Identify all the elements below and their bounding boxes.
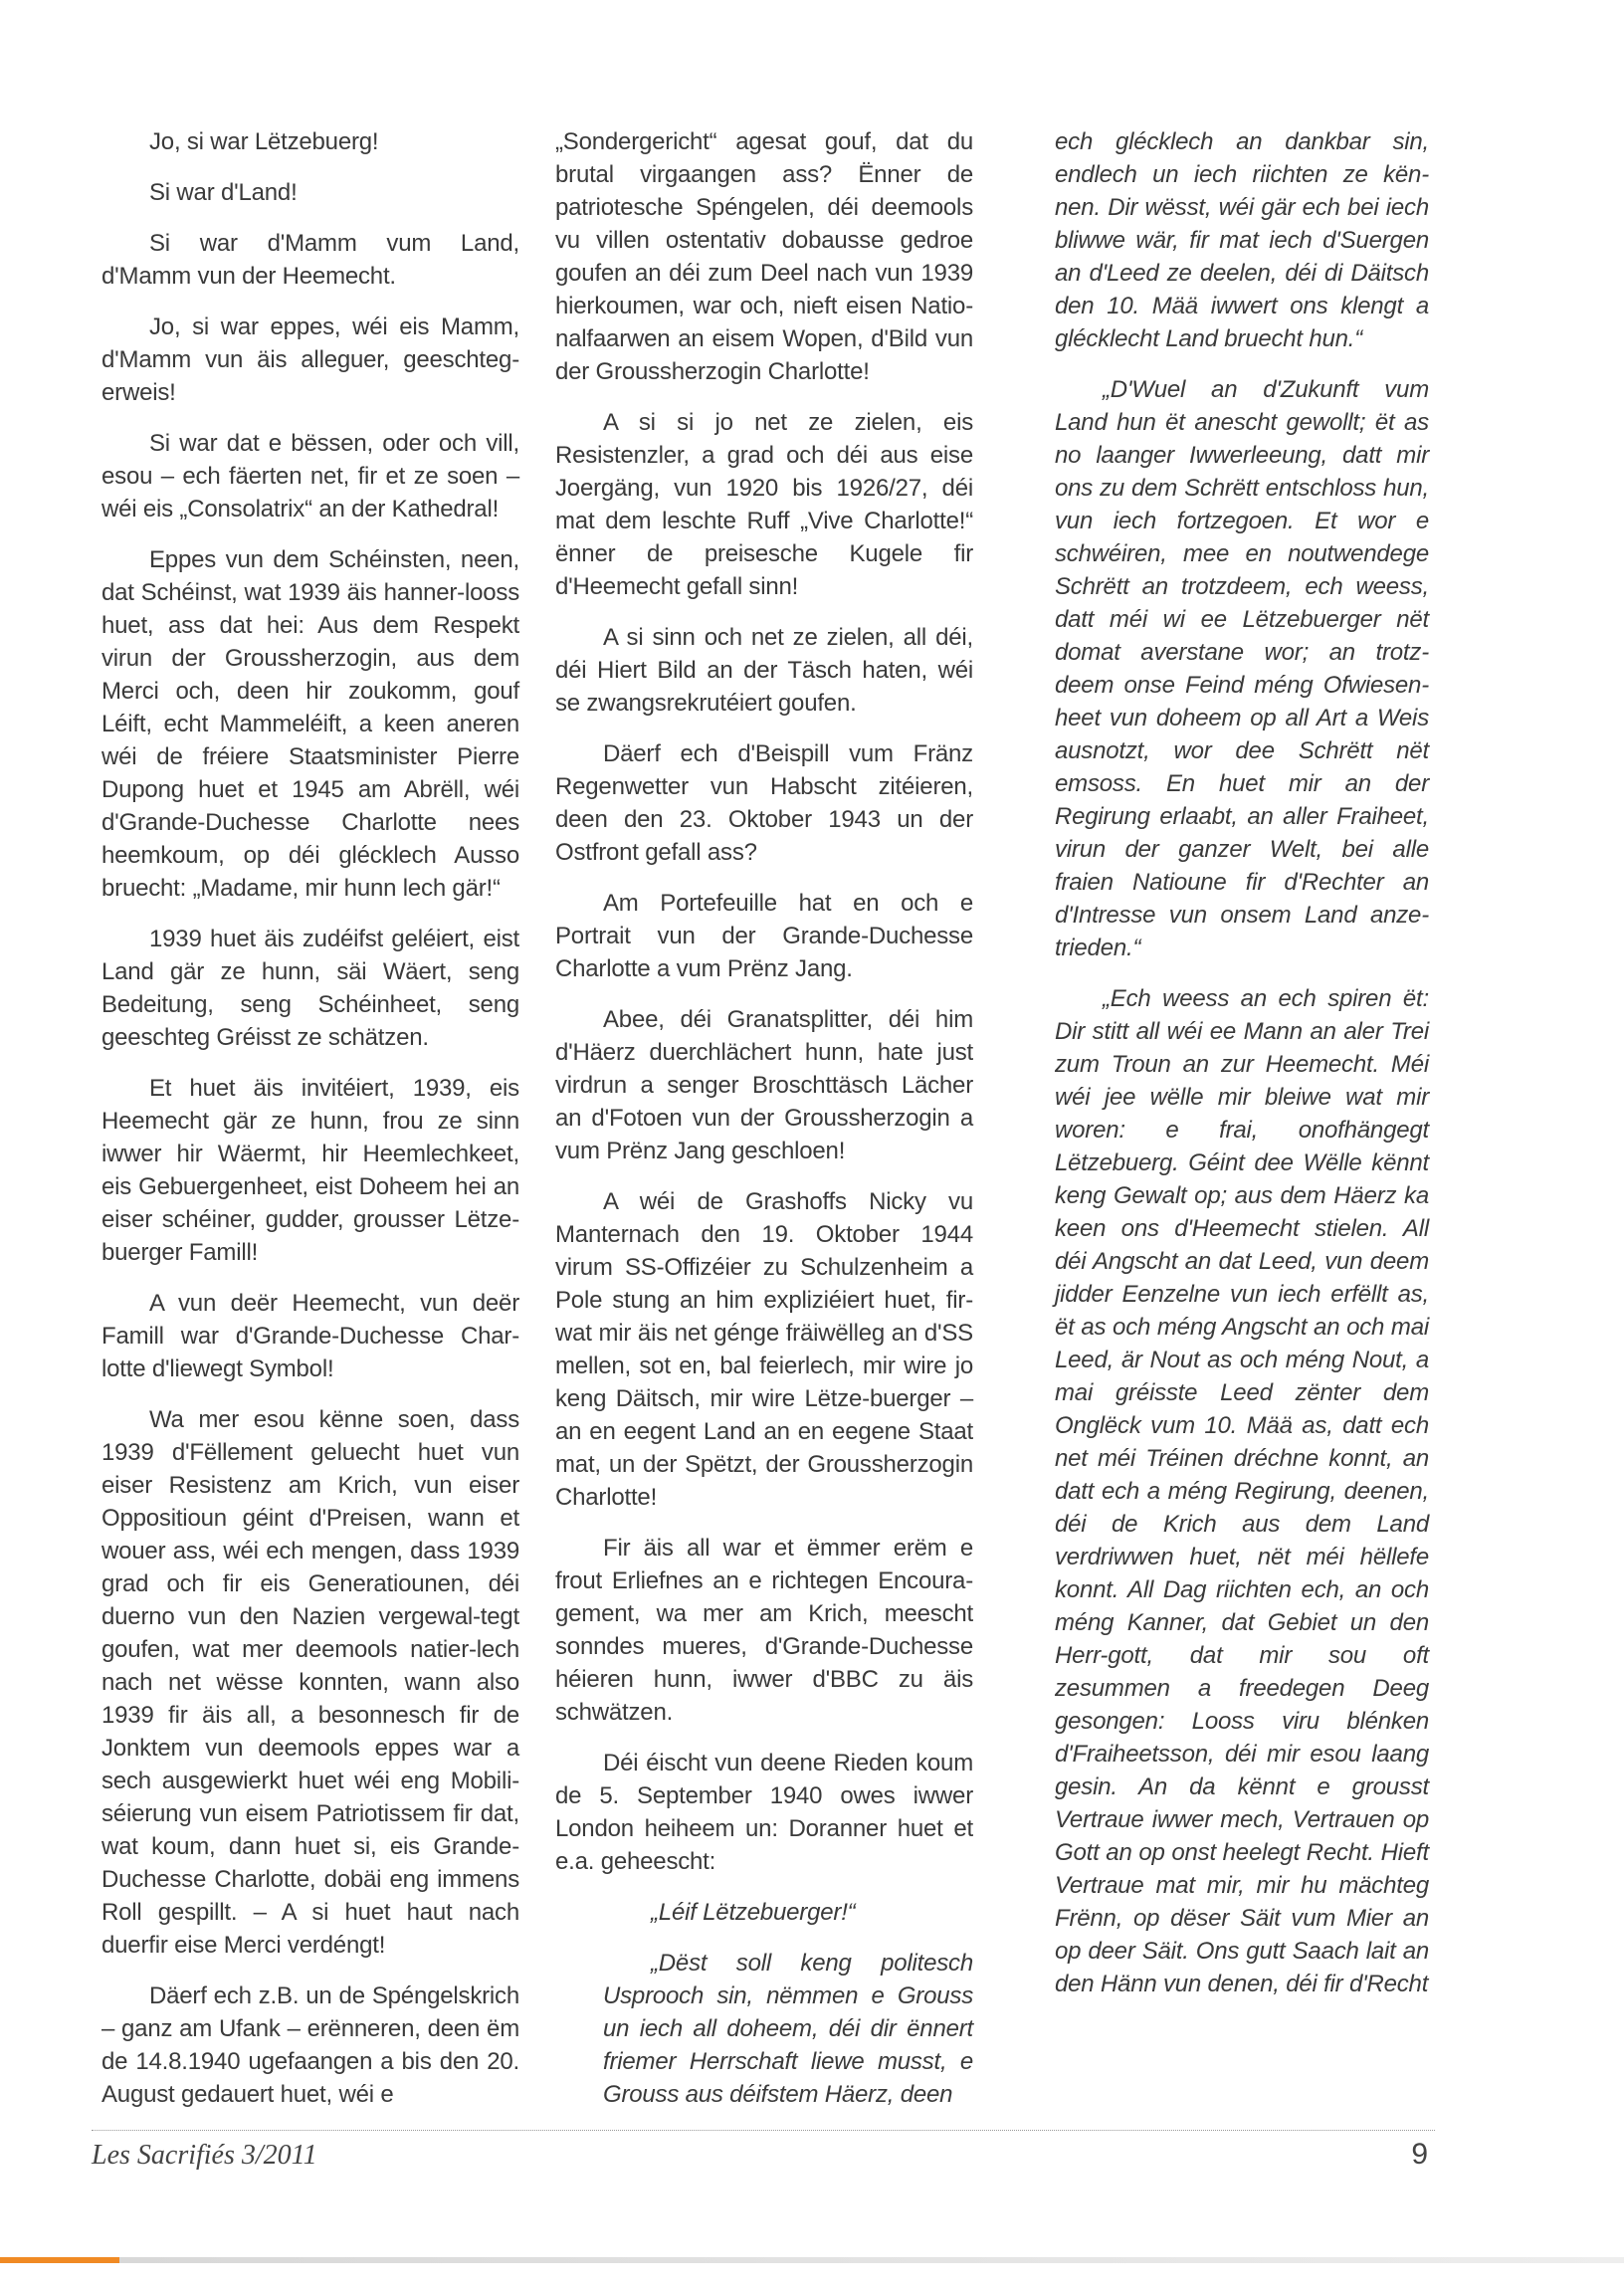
quote-paragraph: „Léif Lëtzebuerger!“ [651,1899,856,1926]
accent-strip [0,2257,1624,2263]
paragraph: A si si jo net ze zielen, eis Resistenzler, a grad och déi aus eise Joergäng, vun 1920 bis 1926/27, déi mat dem leschte Ruff „Vive Charlotte!“ ënner de preisesche Kugele fir d'Heemecht gefall sinn! [555,409,973,600]
publication-title: Les Sacrifiés 3/2011 [92,2140,317,2171]
quote-paragraph: ech glécklech an dankbar sin, endlech un iech riichten ze kën-nen. Dir wësst, wéi gär ech bei iech bliwwe wär, fir mat iech d'Suergen an d'Leed ze deelen, déi di Däitsch den 10. Mää iwwert ons klengt a glécklecht Land bruecht hun.“ [1055,128,1429,352]
quote-paragraph: „Dëst soll keng politesch Usprooch sin, nëmmen e Grouss un iech all doheem, déi dir ënnert friemer Herrschaft liewe musst, e Grouss aus déifstem Häerz, deen [603,1950,973,2108]
paragraph: Am Portefeuille hat en och e Portrait vun der Grande-Duchesse Charlotte a vum Prënz Jang. [555,890,973,982]
paragraph: Jo, si war Lëtzebuerg! [149,128,379,155]
paragraph: Et huet äis invitéiert, 1939, eis Heemecht gär ze hunn, frou ze sinn iwwer hir Wäermt, hir Heemlechkeet, eis Gebuergenheet, eist Doheem hei an eiser schéiner, gudder, grousser Lëtze-buerger Famill! [102,1075,519,1266]
paragraph: Déi éischt vun deene Rieden koum de 5. September 1940 owes iwwer London heiheem un: Doranner huet et e.a. geheescht: [555,1750,973,1875]
column-2 [555,125,973,2129]
column-3 [1055,125,1429,2018]
paragraph: „Sondergericht“ agesat gouf, dat du brutal virgaangen ass? Ënner de patriotesche Spéngelen, déi deemools vu villen ostentativ dobausse gedroe goufen an déi zum Deel nach vun 1939 hierkoumen, war och, nieft eisen Natio-nalfaarwen an eisem Wopen, d'Bild vun der Groussherzogin Charlotte! [555,128,973,385]
paragraph: Däerf ech d'Beispill vum Fränz Regenwetter vun Habscht zitéieren, deen den 23. Oktober 1943 un der Ostfront gefall ass? [555,740,973,866]
paragraph: Eppes vun dem Schéinsten, neen, dat Schéinst, wat 1939 äis hanner-looss huet, ass dat hei: Aus dem Respekt virun der Groussherzogin, aus dem Merci och, deen hir zoukomm, gouf Léift, echt Mammeléift, a keen aneren wéi de fréiere Staatsminister Pierre Dupong huet et 1945 am Abrëll, wéi d'Grande-Duchesse Charlotte nees heemkoum, op déi glécklech Ausso bruecht: „Madame, mir hunn lech gär!“ [102,546,519,902]
paragraph: Jo, si war eppes, wéi eis Mamm, d'Mamm vun äis alleguer, geeschteg-erweis! [102,313,519,406]
paragraph: A si sinn och net ze zielen, all déi, déi Hiert Bild an der Täsch haten, wéi se zwangsrekrutéiert goufen. [555,624,973,717]
paragraph: Däerf ech z.B. un de Spéngelskrich – ganz am Ufank – erënneren, deen ëm de 14.8.1940 ugefaangen a bis den 20. August gedauert huet, wéi e [102,1982,519,2108]
paragraph: Wa mer esou kënne soen, dass 1939 d'Fëllement geluecht huet vun eiser Resistenz am Krich, vun eiser Oppositioun géint d'Preisen, wann et wouer ass, wéi ech mengen, dass 1939 grad och fir eis Generatiounen, déi duerno vun den Nazien vergewal-tegt goufen, wat mer deemools natier-lech nach net wësse konnten, wann also 1939 fir äis all, a besonnesch fir de Jonktem vun deemools eppes war a sech ausgewierkt huet wéi eng Mobili-séierung vun eisem Patriotissem fir dat, wat koum, dann huet si, eis Grande-Duchesse Charlotte, dobäi eng immens Roll gespillt. – A si huet haut nach duerfir eise Merci verdéngt! [102,1406,519,1959]
paragraph: A vun deër Heemecht, vun deër Famill war d'Grande-Duchesse Char-lotte d'liewegt Symbol! [102,1290,519,1382]
paragraph: Fir äis all war et ëmmer erëm e frout Erliefnes an e richtegen Encoura-gement, wa mer am Krich, meescht sonndes mueres, d'Grande-Duchesse héieren hunn, iwwer d'BBC zu äis schwätzen. [555,1535,973,1726]
quote-paragraph: „Ech weess an ech spiren ët: Dir stitt all wéi ee Mann an aler Trei zum Troun an zur Heemecht. Méi wéi jee wëlle mir bleiwe wat mir woren: e frai, onofhängegt Lëtzebuerg. Géint dee Wëlle kënnt keng Gewalt op; aus dem Häerz ka keen ons d'Heemecht stielen. All déi Angscht an dat Leed, vun deem jidder Eenzelne vun iech erfëllt as, ët as och méng Angscht an och mai Leed, är Nout as och méng Nout, a mai gréisste Leed zënter dem Onglëck vum 10. Mää as, datt ech net méi Tréinen dréchne konnt, an datt ech a méng Regirung, deenen, déi de Krich aus dem Land verdriwwen huet, nët méi hëllefe konnt. All Dag riichten ech, an och méng Kanner, dat Gebiet un den Herr-gott, dat mir sou oft zesummen a freedegen Deeg gesongen: Looss viru blénken d'Fraiheetsson, déi mir esou laang gesin. An da kënnt e grousst Vertraue iwwer mech, Vertrauen op Gott an op onst heelegt Recht. Hieft Vertraue mat mir, mir hu mächteg Frënn, op dëser Säit vum Mier an op deer Säit. Ons gutt Saach lait an den Hänn vun denen, déi fir d'Recht [1055,985,1429,1997]
paragraph: Si war d'Mamm vum Land, d'Mamm vun der Heemecht. [102,230,519,290]
paragraph: Abee, déi Granatsplitter, déi him d'Häerz duerchlächert hunn, hate just virdrun a senger Broschttäsch Lächer an d'Fotoen vun der Groussherzogin a vum Prënz Jang geschloen! [555,1006,973,1164]
page-number: 9 [1411,2138,1428,2171]
paragraph: Si war dat e bëssen, oder och vill, esou – ech fäerten net, fir et ze soen – wéi eis „Consolatrix“ an der Kathedral! [102,430,519,522]
quote-paragraph: „D'Wuel an d'Zukunft vum Land hun ët anescht gewollt; ët as no laanger Iwwerleeung, datt mir ons zu dem Schrëtt entschloss hun, vun iech fortzegoen. Et wor e schwéiren, mee en noutwendege Schrëtt an trotzdeem, ech weess, datt méi wi ee Lëtzebuerger nët domat averstane wor; an trotz-deem onse Feind méng Ofwiesen-heet vun doheem op all Art a Weis ausnotzt, wor dee Schrëtt nët emsoss. En huet mir an der Regirung erlaabt, an aller Fraiheet, virun der ganzer Welt, bei alle fraien Natioune fir d'Rechter an d'Intresse vun onsem Land anze-trieden.“ [1055,376,1429,961]
paragraph: Si war d'Land! [149,179,298,206]
footer-divider [92,2130,1435,2131]
column-1 [102,125,519,2129]
paragraph: A wéi de Grashoffs Nicky vu Manternach den 19. Oktober 1944 virum SS-Offizéier zu Schulzenheim a Pole stung an him expliziéiert huet, fir-wat mir äis net génge fräiwëlleg an d'SS mellen, sot en, bal feierlech, mir wire jo keng Däitsch, mir wire Lëtze-buerger – an en eegent Land an en eegene Staat mat, un der Spëtzt, der Groussherzogin Charlotte! [555,1188,973,1511]
paragraph: 1939 huet äis zudéifst geléiert, eist Land gär ze hunn, säi Wäert, seng Bedeitung, seng Schéinheet, seng geeschteg Gréisst ze schätzen. [102,926,519,1051]
